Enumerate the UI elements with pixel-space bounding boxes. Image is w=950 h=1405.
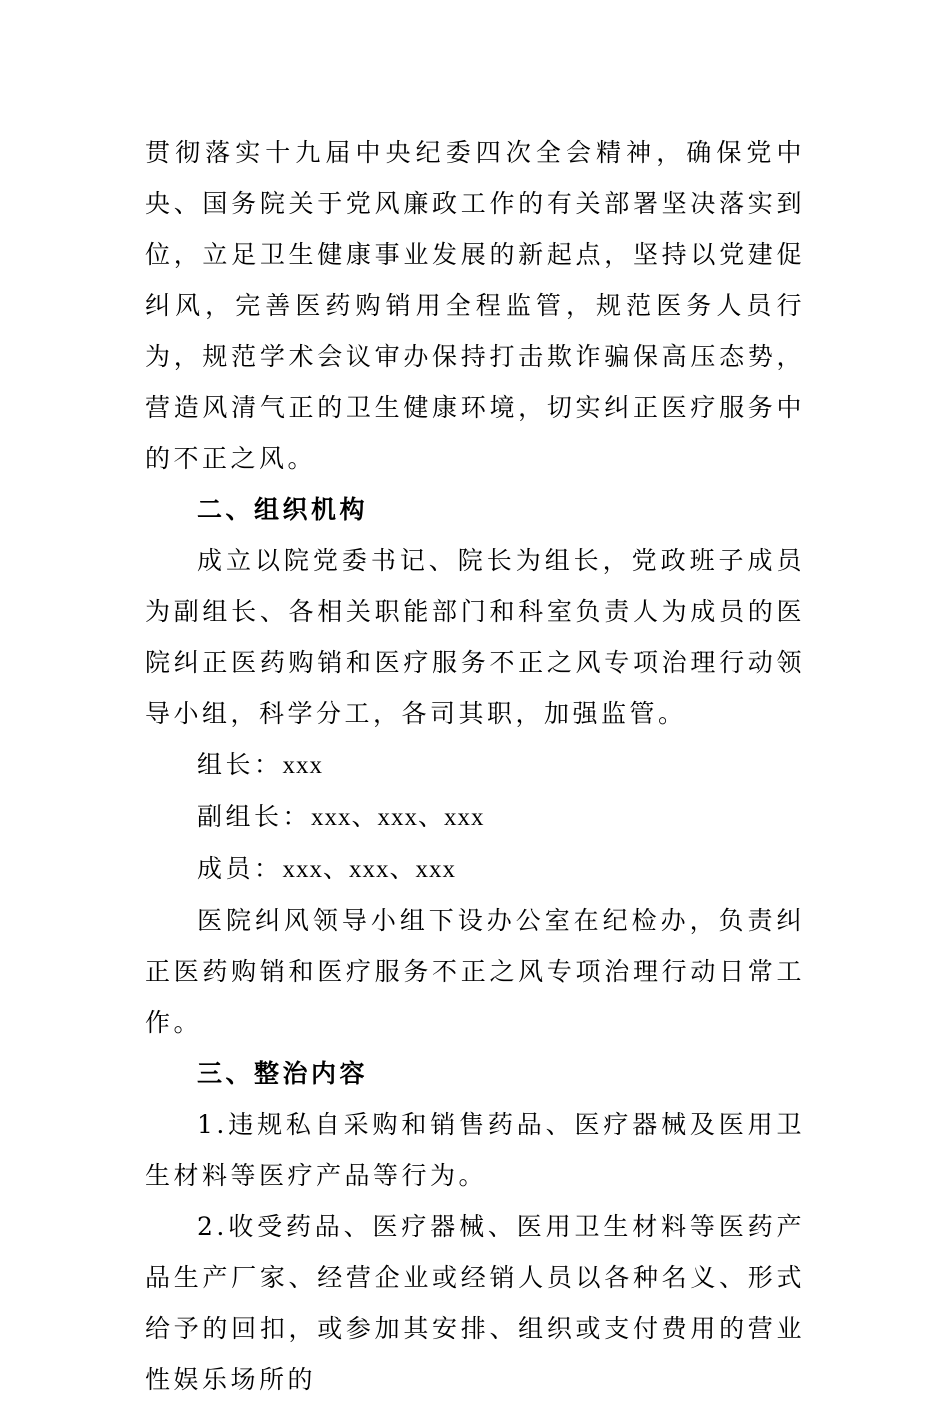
section-heading-content: 三、整治内容 [197, 1059, 369, 1088]
deputy-leader-label: 副组长： [197, 802, 312, 831]
content-item-2: 2.收受药品、医疗器械、医用卫生材料等医药产品生产厂家、经营企业或经销人员以各种名义、形式给予的回扣，或参加其安排、组织或支付费用的营业性娱乐场所的 [145, 1212, 805, 1394]
office-paragraph: 医院纠风领导小组下设办公室在纪检办，负责纠正医药购销和医疗服务不正之风专项治理行动日常工作。 [145, 906, 805, 1037]
content-item-1: 1.违规私自采购和销售药品、医疗器械及医用卫生材料等医疗产品等行为。 [145, 1110, 805, 1190]
leader-line [145, 739, 805, 791]
document-page [145, 127, 805, 1405]
organization-paragraph: 成立以院党委书记、院长为组长，党政班子成员为副组长、各相关职能部门和科室负责人为成员的医院纠正医药购销和医疗服务不正之风专项治理行动领导小组，科学分工，各司其职，加强监管。 [145, 546, 805, 728]
section-heading-organization: 二、组织机构 [197, 495, 369, 524]
members-value: xxx、xxx、xxx [282, 856, 457, 883]
deputy-leader-value: xxx、xxx、xxx [311, 804, 485, 831]
intro-paragraph: 贯彻落实十九届中央纪委四次全会精神，确保党中央、国务院关于党风廉政工作的有关部署坚决落实到位，立足卫生健康事业发展的新起点，坚持以党建促纠风，完善医药购销用全程监管，规范医务人员行为，规范学术会议审办保持打击欺诈骗保高压态势，营造风清气正的卫生健康环境，切实纠正医疗服务中的不正之风。 [145, 138, 805, 473]
leader-label: 组长： [197, 750, 283, 779]
members-line [145, 843, 805, 895]
leader-value: xxx [282, 752, 324, 779]
members-label: 成员： [197, 854, 283, 883]
deputy-leader-line [145, 791, 805, 843]
